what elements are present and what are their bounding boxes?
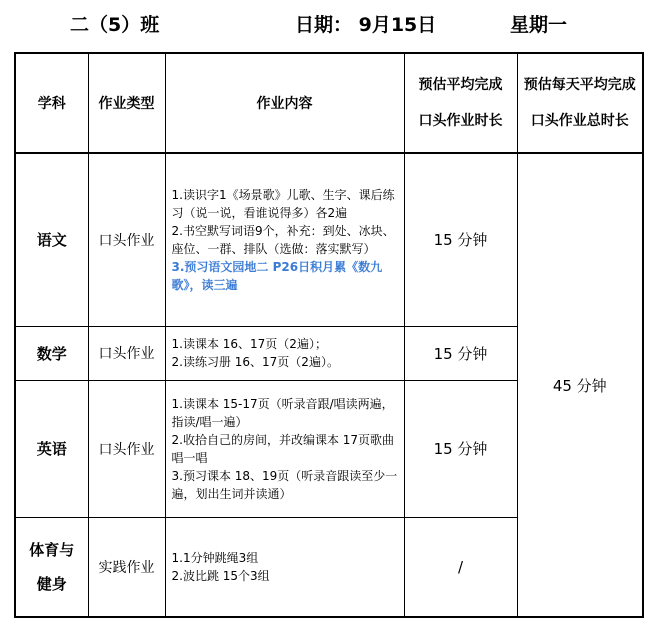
time-cell: / [404, 517, 517, 617]
type-cell: 口头作业 [88, 380, 165, 517]
col-header-content: 作业内容 [165, 53, 404, 153]
subject-cell [15, 517, 88, 617]
content-cell [165, 517, 404, 617]
content-cell [165, 326, 404, 380]
subject-line1: 体育与 [29, 540, 75, 559]
content-item: 1.读课本 16、17页（2遍）； [171, 337, 327, 351]
weekday-label: 星期一 [510, 14, 568, 36]
type-cell: 实践作业 [88, 517, 165, 617]
time-cell: 15 分钟 [404, 380, 517, 517]
content-item: 1.读识字1《场景歌》儿歌、生字、课后练习（说一说，看谁说得多）各2遍 [171, 187, 395, 220]
content-item: 1.1分钟跳绳3组 [171, 550, 259, 565]
content-item: 2.书空默写词语9个，补充：到处、冰块、座位、一群、排队（选做：落实默写） [171, 223, 395, 256]
type-cell: 口头作业 [88, 326, 165, 380]
page-header [0, 10, 671, 36]
table-row-chinese [15, 153, 643, 326]
subject-cell: 英语 [15, 380, 88, 517]
col-header-subject: 学科 [15, 53, 88, 153]
content-item: 1.读课本 15-17页（听录音跟/唱读两遍，指读/唱一遍） [171, 396, 394, 429]
date-label: 日期： 9月15日 [295, 14, 437, 36]
content-item: 2.波比跳 15个3组 [171, 568, 270, 583]
class-name: 二（5）班 [70, 14, 160, 36]
daily-total-cell: 45 分钟 [517, 153, 643, 617]
col-header-avg-time-line2: 口头作业时长 [418, 113, 503, 129]
col-header-type: 作业类型 [88, 53, 165, 153]
content-item: 2.读练习册 16、17页（2遍）。 [171, 355, 339, 369]
type-cell: 口头作业 [88, 153, 165, 326]
subject-cell: 数学 [15, 326, 88, 380]
content-cell [165, 380, 404, 517]
subject-line2: 健身 [36, 574, 67, 593]
content-cell [165, 153, 404, 326]
time-cell: 15 分钟 [404, 153, 517, 326]
time-cell: 15 分钟 [404, 326, 517, 380]
col-header-daily-total [517, 53, 643, 153]
col-header-daily-total-line2: 口头作业总时长 [530, 113, 629, 129]
col-header-avg-time-line1: 预估平均完成 [418, 77, 503, 93]
content-item: 2.收拾自己的房间，并改编课本 17页歌曲唱一唱 [171, 432, 395, 465]
content-item: 3.预习课本 18、19页（听录音跟读至少一遍，划出生词并读通） [171, 468, 398, 501]
subject-cell: 语文 [15, 153, 88, 326]
col-header-daily-total-line1: 预估每天平均完成 [523, 77, 636, 93]
table-header-row [15, 53, 643, 153]
col-header-avg-time [404, 53, 517, 153]
content-item-highlight: 3.预习语文园地二 P26日积月累《数九歌》，读三遍 [171, 259, 383, 292]
homework-table [14, 52, 644, 618]
